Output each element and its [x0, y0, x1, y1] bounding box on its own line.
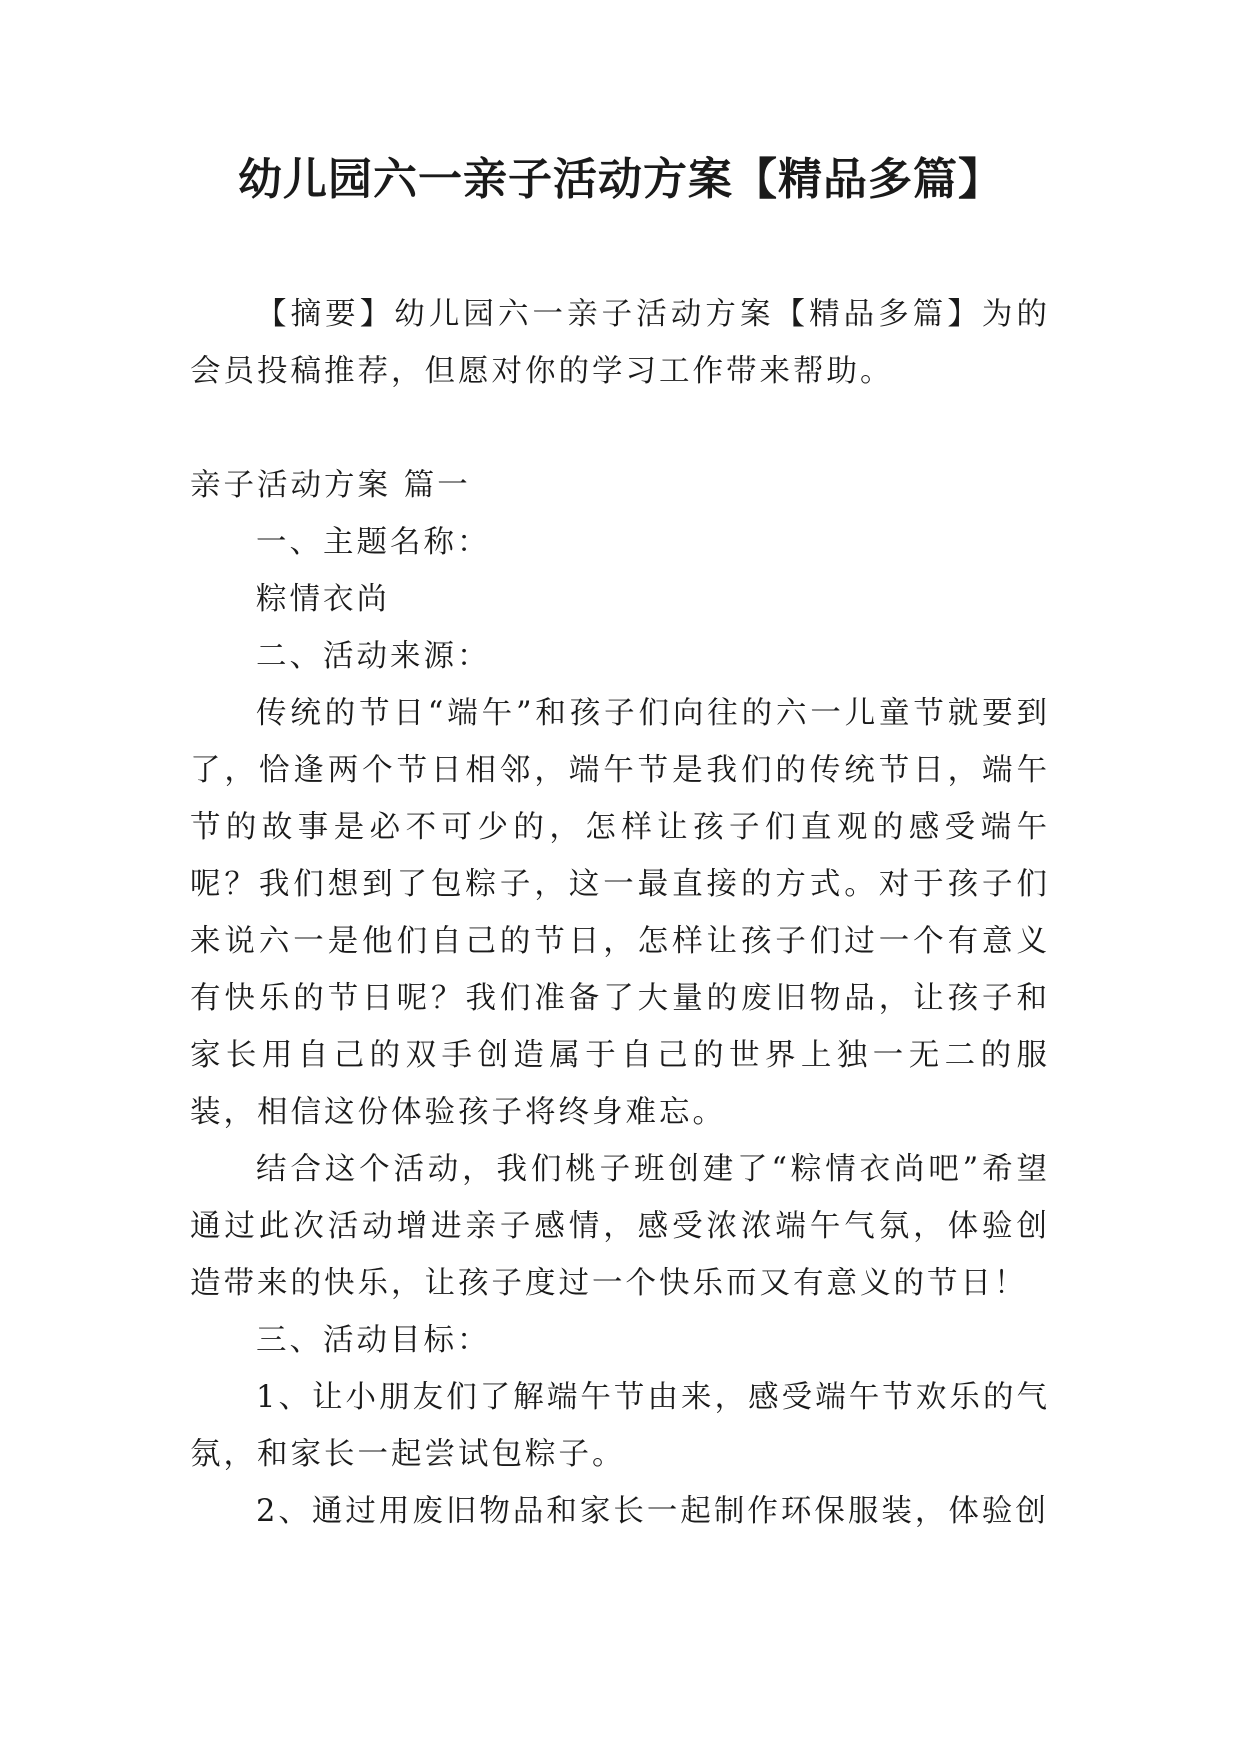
document-body — [190, 286, 1050, 1540]
topic-name-value: 粽情衣尚 — [256, 582, 390, 617]
goal-item-1: 1、让小朋友们了解端午节由来，感受端午节欢乐的气氛，和家长一起尝试包粽子。 — [190, 1380, 1050, 1472]
document-title: 幼儿园六一亲子活动方案【精品多篇】 — [238, 154, 1003, 205]
goal-item-2: 2、通过用废旧物品和家长一起制作环保服装，体验创 — [256, 1494, 1049, 1529]
heading-activity-source: 二、活动来源： — [256, 639, 491, 674]
summary-paragraph: 【摘要】幼儿园六一亲子活动方案【精品多篇】为的会员投稿推荐，但愿对你的学习工作带来帮助。 — [190, 297, 1050, 389]
section-heading: 亲子活动方案 篇一 — [190, 468, 471, 503]
heading-topic-name: 一、主题名称： — [256, 525, 491, 560]
heading-activity-goals: 三、活动目标： — [256, 1323, 491, 1358]
paragraph-activity-purpose: 结合这个活动，我们桃子班创建了“粽情衣尚吧”希望通过此次活动增进亲子感情，感受浓浓端午气氛，体验创造带来的快乐，让孩子度过一个快乐而又有意义的节日！ — [190, 1152, 1050, 1301]
paragraph-activity-source: 传统的节日“端午”和孩子们向往的六一儿童节就要到了，恰逢两个节日相邻，端午节是我们的传统节日，端午节的故事是必不可少的，怎样让孩子们直观的感受端午呢？我们想到了包粽子，这一最直接的方式。对于孩子们来说六一是他们自己的节日，怎样让孩子们过一个有意义有快乐的节日呢？我们准备了大量的废旧物品，让孩子和家长用自己的双手创造属于自己的世界上独一无二的服装，相信这份体验孩子将终身难忘。 — [190, 696, 1050, 1130]
